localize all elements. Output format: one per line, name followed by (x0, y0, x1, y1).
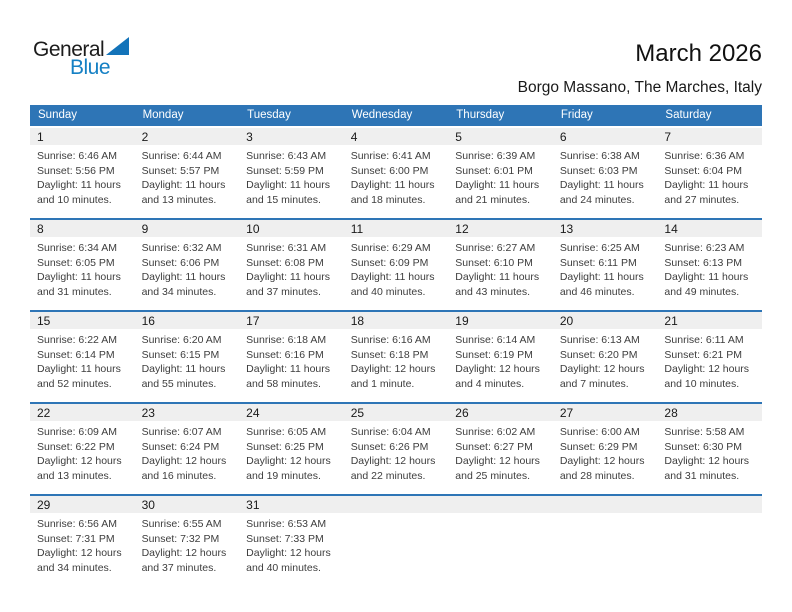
day-number: 28 (657, 404, 762, 421)
daylight-text-line1: Daylight: 12 hours (246, 455, 331, 467)
day-number: 23 (135, 404, 240, 421)
weekday-header-sunday: Sunday (38, 109, 78, 121)
day-cell-17 (239, 312, 344, 402)
calendar-body (30, 126, 762, 586)
day-number: 20 (553, 312, 658, 329)
week-row-5 (30, 494, 762, 586)
sunset-text: Sunset: 6:00 PM (350, 164, 429, 177)
day-info (553, 237, 658, 299)
week-row-4 (30, 402, 762, 494)
sunrise-text: Sunrise: 6:53 AM (246, 518, 327, 530)
day-number: 7 (657, 128, 762, 145)
day-cell-22 (30, 404, 135, 494)
daylight-text-line1: Daylight: 11 hours (37, 363, 121, 375)
day-cell-1 (30, 128, 135, 218)
sunset-text: Sunset: 6:05 PM (37, 256, 115, 269)
empty-day-cell (344, 496, 449, 586)
daylight-text-line1: Daylight: 11 hours (559, 271, 644, 283)
daylight-text-line1: Daylight: 11 hours (350, 179, 435, 191)
day-cell-18 (344, 312, 449, 402)
sunrise-text: Sunrise: 6:29 AM (350, 242, 431, 254)
day-info (30, 329, 135, 391)
weekday-header-thursday: Thursday (456, 109, 505, 121)
logo-text-general: General (33, 38, 105, 61)
weekday-header-monday: Monday (142, 109, 184, 121)
day-info (239, 513, 344, 575)
day-number: 31 (239, 496, 344, 513)
sunset-text: Sunset: 7:32 PM (141, 532, 220, 545)
day-number (657, 496, 762, 513)
daylight-text-line2: and 34 minutes. (141, 285, 217, 298)
daylight-text-line1: Daylight: 12 hours (37, 547, 122, 559)
day-number: 19 (448, 312, 553, 329)
sunrise-text: Sunrise: 6:31 AM (246, 242, 327, 254)
day-cell-21 (657, 312, 762, 402)
day-info (657, 329, 762, 391)
day-number: 1 (30, 128, 135, 145)
day-info (30, 145, 135, 207)
daylight-text-line1: Daylight: 11 hours (37, 271, 121, 283)
day-number: 17 (239, 312, 344, 329)
daylight-text-line1: Daylight: 11 hours (246, 271, 330, 283)
day-info (657, 145, 762, 207)
calendar (30, 105, 762, 586)
daylight-text-line2: and 18 minutes. (350, 193, 426, 206)
sunset-text: Sunset: 5:57 PM (141, 164, 220, 177)
day-info (344, 421, 449, 483)
sunrise-text: Sunrise: 6:36 AM (664, 150, 745, 162)
day-number: 12 (448, 220, 553, 237)
sunrise-text: Sunrise: 6:56 AM (37, 518, 117, 530)
daylight-text-line2: and 22 minutes. (350, 469, 426, 482)
sunrise-text: Sunrise: 6:34 AM (37, 242, 117, 254)
day-number (553, 496, 658, 513)
sunset-text: Sunset: 6:03 PM (559, 164, 638, 177)
page-subtitle: Borgo Massano, The Marches, Italy (517, 79, 762, 96)
daylight-text-line1: Daylight: 12 hours (37, 455, 122, 467)
day-cell-8 (30, 220, 135, 310)
day-number: 13 (553, 220, 658, 237)
day-cell-13 (553, 220, 658, 310)
sunrise-text: Sunrise: 6:14 AM (455, 334, 536, 346)
sunset-text: Sunset: 5:56 PM (37, 164, 115, 177)
sunrise-text: Sunrise: 6:09 AM (37, 426, 117, 438)
day-cell-30 (135, 496, 240, 586)
sunset-text: Sunset: 6:27 PM (455, 440, 533, 453)
daylight-text-line1: Daylight: 12 hours (664, 455, 750, 467)
daylight-text-line1: Daylight: 11 hours (246, 363, 330, 375)
daylight-text-line2: and 7 minutes. (559, 377, 629, 390)
sunset-text: Sunset: 6:14 PM (37, 348, 115, 361)
day-number: 30 (135, 496, 240, 513)
empty-day-cell (553, 496, 658, 586)
daylight-text-line2: and 31 minutes. (664, 469, 740, 482)
sunset-text: Sunset: 6:30 PM (664, 440, 743, 453)
day-info (344, 237, 449, 299)
daylight-text-line2: and 43 minutes. (455, 285, 530, 298)
day-info (448, 329, 553, 391)
daylight-text-line2: and 34 minutes. (37, 561, 112, 574)
day-info (448, 421, 553, 483)
daylight-text-line1: Daylight: 12 hours (141, 455, 227, 467)
daylight-text-line1: Daylight: 11 hours (559, 179, 644, 191)
day-cell-7 (657, 128, 762, 218)
day-number: 15 (30, 312, 135, 329)
day-info (657, 237, 762, 299)
day-number: 5 (448, 128, 553, 145)
daylight-text-line2: and 15 minutes. (246, 193, 321, 206)
day-info (657, 421, 762, 483)
day-number: 16 (135, 312, 240, 329)
sunset-text: Sunset: 6:11 PM (559, 256, 637, 269)
sunset-text: Sunset: 7:31 PM (37, 532, 115, 545)
sunrise-text: Sunrise: 6:11 AM (664, 334, 744, 346)
daylight-text-line2: and 55 minutes. (141, 377, 217, 390)
day-cell-11 (344, 220, 449, 310)
daylight-text-line2: and 16 minutes. (141, 469, 217, 482)
day-number: 6 (553, 128, 658, 145)
daylight-text-line1: Daylight: 11 hours (37, 179, 121, 191)
day-number: 22 (30, 404, 135, 421)
sunset-text: Sunset: 6:15 PM (141, 348, 220, 361)
day-cell-10 (239, 220, 344, 310)
weekday-header-saturday: Saturday (665, 109, 712, 121)
daylight-text-line1: Daylight: 12 hours (455, 363, 540, 375)
day-info (448, 145, 553, 207)
sunrise-text: Sunrise: 6:00 AM (559, 426, 640, 438)
day-cell-6 (553, 128, 658, 218)
daylight-text-line2: and 1 minute. (350, 377, 415, 390)
daylight-text-line2: and 10 minutes. (664, 377, 740, 390)
daylight-text-line2: and 37 minutes. (141, 561, 217, 574)
day-number: 4 (344, 128, 449, 145)
sunrise-text: Sunrise: 6:23 AM (664, 242, 745, 254)
day-info (30, 513, 135, 575)
day-info (30, 237, 135, 299)
sunset-text: Sunset: 6:18 PM (350, 348, 429, 361)
day-number: 14 (657, 220, 762, 237)
logo-text-blue: Blue (70, 56, 111, 79)
day-info (448, 237, 553, 299)
sunrise-text: Sunrise: 6:44 AM (141, 150, 222, 162)
day-info (239, 329, 344, 391)
sunrise-text: Sunrise: 6:18 AM (246, 334, 327, 346)
day-number: 29 (30, 496, 135, 513)
empty-day-cell (448, 496, 553, 586)
daylight-text-line2: and 25 minutes. (455, 469, 530, 482)
daylight-text-line1: Daylight: 12 hours (246, 547, 331, 559)
sunrise-text: Sunrise: 6:13 AM (559, 334, 640, 346)
sunrise-text: Sunrise: 6:39 AM (455, 150, 536, 162)
day-number: 3 (239, 128, 344, 145)
day-cell-23 (135, 404, 240, 494)
weekday-header-friday: Friday (560, 109, 593, 121)
sunrise-text: Sunrise: 6:41 AM (350, 150, 431, 162)
day-cell-3 (239, 128, 344, 218)
empty-day-cell (657, 496, 762, 586)
daylight-text-line1: Daylight: 11 hours (455, 271, 540, 283)
daylight-text-line2: and 13 minutes. (37, 469, 112, 482)
daylight-text-line1: Daylight: 12 hours (455, 455, 540, 467)
sunset-text: Sunset: 6:29 PM (559, 440, 638, 453)
day-info (30, 421, 135, 483)
sunset-text: Sunset: 6:25 PM (246, 440, 324, 453)
day-cell-26 (448, 404, 553, 494)
daylight-text-line2: and 58 minutes. (246, 377, 321, 390)
daylight-text-line2: and 31 minutes. (37, 285, 112, 298)
day-cell-9 (135, 220, 240, 310)
sunrise-text: Sunrise: 6:46 AM (37, 150, 117, 162)
sunrise-text: Sunrise: 5:58 AM (664, 426, 745, 438)
sunset-text: Sunset: 7:33 PM (246, 532, 324, 545)
weekday-header-wednesday: Wednesday (351, 109, 413, 121)
daylight-text-line2: and 10 minutes. (37, 193, 112, 206)
sunset-text: Sunset: 6:20 PM (559, 348, 638, 361)
sunset-text: Sunset: 6:19 PM (455, 348, 533, 361)
day-cell-20 (553, 312, 658, 402)
day-number: 11 (344, 220, 449, 237)
daylight-text-line1: Daylight: 12 hours (141, 547, 227, 559)
sunrise-text: Sunrise: 6:22 AM (37, 334, 117, 346)
day-number: 9 (135, 220, 240, 237)
daylight-text-line2: and 27 minutes. (664, 193, 740, 206)
sunset-text: Sunset: 6:01 PM (455, 164, 533, 177)
daylight-text-line1: Daylight: 11 hours (455, 179, 540, 191)
sunrise-text: Sunrise: 6:55 AM (141, 518, 222, 530)
sunrise-text: Sunrise: 6:05 AM (246, 426, 327, 438)
sunset-text: Sunset: 6:08 PM (246, 256, 324, 269)
day-number: 21 (657, 312, 762, 329)
day-number: 10 (239, 220, 344, 237)
daylight-text-line2: and 49 minutes. (664, 285, 740, 298)
sunset-text: Sunset: 6:10 PM (455, 256, 533, 269)
day-number: 24 (239, 404, 344, 421)
sunset-text: Sunset: 6:26 PM (350, 440, 429, 453)
day-number: 26 (448, 404, 553, 421)
sunrise-text: Sunrise: 6:25 AM (559, 242, 640, 254)
day-cell-2 (135, 128, 240, 218)
daylight-text-line2: and 40 minutes. (246, 561, 321, 574)
sunrise-text: Sunrise: 6:07 AM (141, 426, 222, 438)
title-block (518, 40, 762, 97)
week-row-1 (30, 126, 762, 218)
daylight-text-line1: Daylight: 11 hours (141, 363, 226, 375)
daylight-text-line1: Daylight: 11 hours (664, 271, 749, 283)
sunrise-text: Sunrise: 6:16 AM (350, 334, 431, 346)
weekday-header-row (30, 105, 762, 126)
sunrise-text: Sunrise: 6:04 AM (350, 426, 431, 438)
day-cell-5 (448, 128, 553, 218)
sunrise-text: Sunrise: 6:43 AM (246, 150, 327, 162)
daylight-text-line2: and 24 minutes. (559, 193, 635, 206)
daylight-text-line2: and 21 minutes. (455, 193, 530, 206)
day-cell-25 (344, 404, 449, 494)
day-cell-15 (30, 312, 135, 402)
day-info (135, 421, 240, 483)
sunrise-text: Sunrise: 6:27 AM (455, 242, 536, 254)
day-info (553, 145, 658, 207)
day-cell-29 (30, 496, 135, 586)
week-row-3 (30, 310, 762, 402)
general-blue-logo (33, 37, 129, 78)
day-info (239, 421, 344, 483)
daylight-text-line1: Daylight: 12 hours (350, 363, 436, 375)
daylight-text-line1: Daylight: 11 hours (350, 271, 435, 283)
daylight-text-line1: Daylight: 11 hours (664, 179, 749, 191)
day-info (553, 329, 658, 391)
daylight-text-line2: and 19 minutes. (246, 469, 321, 482)
daylight-text-line1: Daylight: 11 hours (246, 179, 330, 191)
day-cell-24 (239, 404, 344, 494)
sunrise-text: Sunrise: 6:20 AM (141, 334, 222, 346)
daylight-text-line2: and 37 minutes. (246, 285, 321, 298)
sunrise-text: Sunrise: 6:32 AM (141, 242, 222, 254)
daylight-text-line1: Daylight: 11 hours (141, 271, 226, 283)
sunset-text: Sunset: 6:13 PM (664, 256, 743, 269)
day-number: 2 (135, 128, 240, 145)
daylight-text-line2: and 4 minutes. (455, 377, 525, 390)
page-title: March 2026 (635, 40, 762, 67)
sunset-text: Sunset: 5:59 PM (246, 164, 324, 177)
day-number: 25 (344, 404, 449, 421)
day-cell-27 (553, 404, 658, 494)
daylight-text-line1: Daylight: 11 hours (141, 179, 226, 191)
sunrise-text: Sunrise: 6:02 AM (455, 426, 536, 438)
day-number: 8 (30, 220, 135, 237)
day-cell-19 (448, 312, 553, 402)
sunset-text: Sunset: 6:22 PM (37, 440, 115, 453)
day-info (553, 421, 658, 483)
day-info (344, 329, 449, 391)
day-number: 27 (553, 404, 658, 421)
daylight-text-line1: Daylight: 12 hours (559, 455, 645, 467)
day-info (135, 237, 240, 299)
day-info (135, 145, 240, 207)
day-info (135, 329, 240, 391)
weekday-header-tuesday: Tuesday (247, 109, 291, 121)
daylight-text-line2: and 46 minutes. (559, 285, 635, 298)
day-info (344, 145, 449, 207)
daylight-text-line2: and 13 minutes. (141, 193, 217, 206)
day-cell-4 (344, 128, 449, 218)
daylight-text-line2: and 28 minutes. (559, 469, 635, 482)
daylight-text-line1: Daylight: 12 hours (664, 363, 750, 375)
sunset-text: Sunset: 6:06 PM (141, 256, 220, 269)
day-info (239, 237, 344, 299)
week-row-2 (30, 218, 762, 310)
daylight-text-line2: and 40 minutes. (350, 285, 426, 298)
day-number: 18 (344, 312, 449, 329)
daylight-text-line1: Daylight: 12 hours (350, 455, 436, 467)
day-number (344, 496, 449, 513)
day-info (135, 513, 240, 575)
daylight-text-line2: and 52 minutes. (37, 377, 112, 390)
day-cell-16 (135, 312, 240, 402)
day-cell-12 (448, 220, 553, 310)
day-cell-14 (657, 220, 762, 310)
sunrise-text: Sunrise: 6:38 AM (559, 150, 640, 162)
sunset-text: Sunset: 6:24 PM (141, 440, 220, 453)
day-number (448, 496, 553, 513)
sunset-text: Sunset: 6:04 PM (664, 164, 743, 177)
day-cell-31 (239, 496, 344, 586)
day-info (239, 145, 344, 207)
daylight-text-line1: Daylight: 12 hours (559, 363, 645, 375)
sunset-text: Sunset: 6:16 PM (246, 348, 324, 361)
sunset-text: Sunset: 6:09 PM (350, 256, 429, 269)
sunset-text: Sunset: 6:21 PM (664, 348, 743, 361)
day-cell-28 (657, 404, 762, 494)
